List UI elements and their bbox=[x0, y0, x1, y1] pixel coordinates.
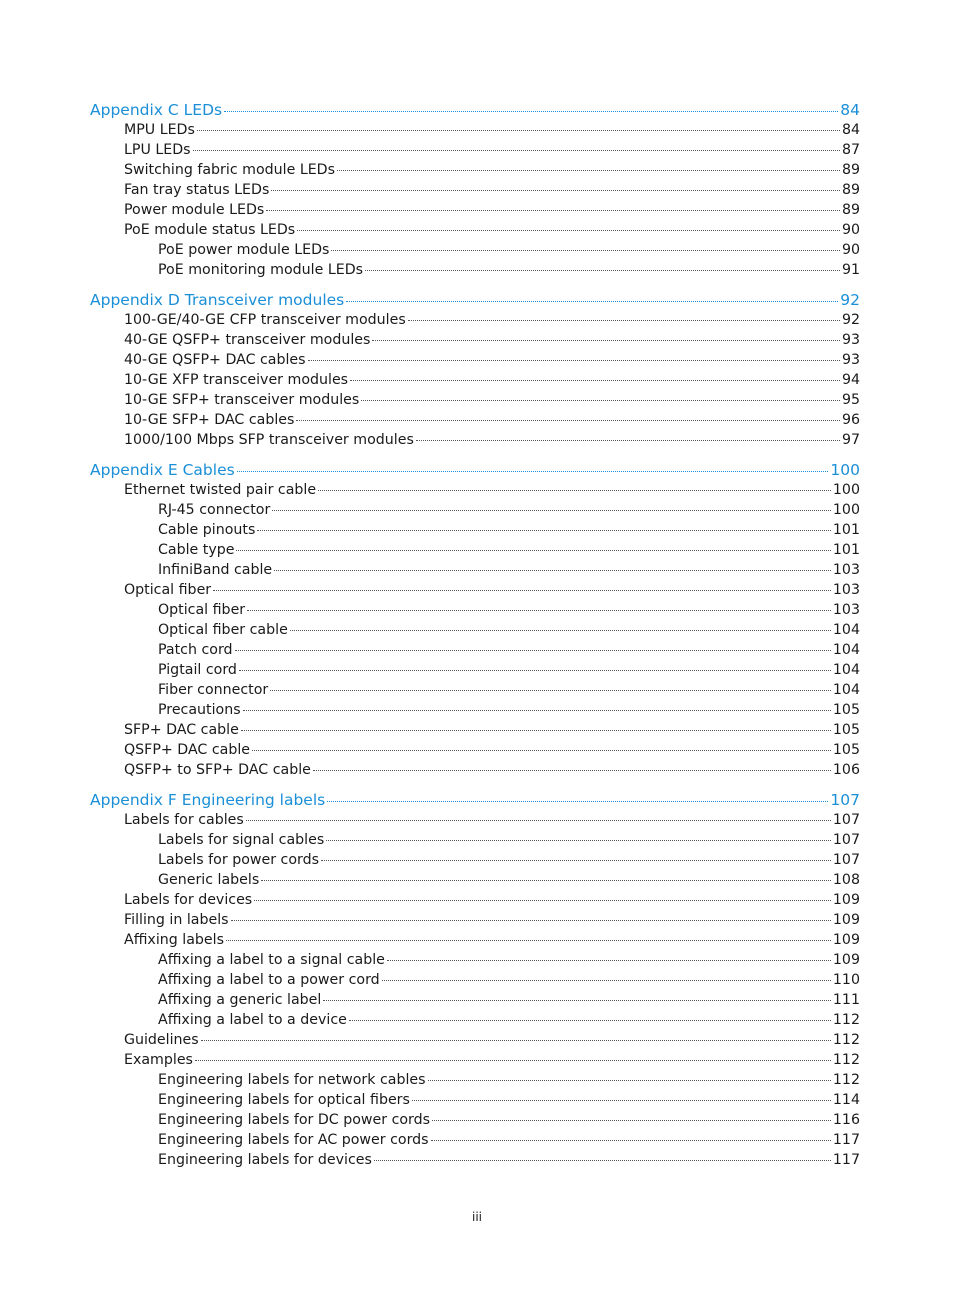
toc-page-number: 109 bbox=[832, 952, 860, 968]
dot-leader bbox=[272, 509, 831, 511]
dot-leader bbox=[346, 300, 838, 302]
toc-page-number: 106 bbox=[832, 762, 860, 778]
toc-page-number: 105 bbox=[832, 702, 860, 718]
toc-page-number: 101 bbox=[832, 542, 860, 558]
dot-leader bbox=[408, 319, 840, 321]
toc-entry-link[interactable] bbox=[90, 680, 860, 700]
toc-entry-link[interactable] bbox=[90, 390, 860, 410]
toc-entry-title: Precautions bbox=[158, 702, 241, 718]
toc-entry-link[interactable] bbox=[90, 850, 860, 870]
toc-page-number: 108 bbox=[832, 872, 860, 888]
toc-entry-link[interactable] bbox=[90, 180, 860, 200]
toc-entry-title: LPU LEDs bbox=[124, 142, 191, 158]
toc-entry-link[interactable] bbox=[90, 1050, 860, 1070]
toc-entry-title: Engineering labels for devices bbox=[158, 1152, 372, 1168]
toc-page-number: 112 bbox=[832, 1052, 860, 1068]
dot-leader bbox=[274, 569, 831, 571]
dot-leader bbox=[237, 470, 829, 472]
dot-leader bbox=[193, 149, 840, 151]
toc-entry-link[interactable] bbox=[90, 1110, 860, 1130]
toc-entry-title: 100-GE/40-GE CFP transceiver modules bbox=[124, 312, 406, 328]
toc-entry-link[interactable] bbox=[90, 560, 860, 580]
toc-entry-title: Patch cord bbox=[158, 642, 233, 658]
toc-page-number: 107 bbox=[832, 852, 860, 868]
dot-leader bbox=[349, 1019, 831, 1021]
toc-entry-title: RJ-45 connector bbox=[158, 502, 271, 518]
toc-entry-title: Affixing a label to a device bbox=[158, 1012, 347, 1028]
dot-leader bbox=[226, 939, 831, 941]
toc-entry-link[interactable] bbox=[90, 1030, 860, 1050]
dot-leader bbox=[195, 1059, 831, 1061]
dot-leader bbox=[327, 800, 828, 802]
toc-entry-link[interactable] bbox=[90, 520, 860, 540]
toc-page-number: 89 bbox=[841, 162, 860, 178]
toc-page-number: 95 bbox=[841, 392, 860, 408]
dot-leader bbox=[296, 419, 840, 421]
toc-entry-title: Appendix E Cables bbox=[90, 461, 235, 479]
toc-entry-title: Fiber connector bbox=[158, 682, 269, 698]
toc-entry-title: Engineering labels for DC power cords bbox=[158, 1112, 431, 1128]
toc-entry-link[interactable] bbox=[90, 660, 860, 680]
toc-entry-title: Labels for cables bbox=[124, 812, 244, 828]
toc-entry-link[interactable] bbox=[90, 910, 860, 930]
toc-page-number: 107 bbox=[832, 832, 860, 848]
toc-page-number: 116 bbox=[832, 1112, 860, 1128]
toc-page-number: 90 bbox=[841, 242, 860, 258]
dot-leader bbox=[308, 359, 840, 361]
toc-page-number: 96 bbox=[841, 412, 860, 428]
dot-leader bbox=[331, 249, 840, 251]
dot-leader bbox=[326, 839, 831, 841]
dot-leader bbox=[387, 959, 831, 961]
toc-entry-title: Affixing a generic label bbox=[158, 992, 322, 1008]
dot-leader bbox=[318, 489, 831, 491]
toc-page-number: 94 bbox=[841, 372, 860, 388]
dot-leader bbox=[197, 129, 840, 131]
toc-entry-title: Examples bbox=[124, 1052, 193, 1068]
toc-page-number: 103 bbox=[832, 602, 860, 618]
toc-entry-link[interactable] bbox=[90, 350, 860, 370]
table-of-contents bbox=[90, 100, 860, 1170]
dot-leader bbox=[241, 729, 831, 731]
toc-entry-link[interactable] bbox=[90, 950, 860, 970]
toc-entry-title: Affixing a label to a power cord bbox=[158, 972, 380, 988]
toc-page-number: 104 bbox=[832, 622, 860, 638]
toc-entry-link[interactable] bbox=[90, 160, 860, 180]
toc-entry-link[interactable] bbox=[90, 720, 860, 740]
toc-page-number: 111 bbox=[832, 992, 860, 1008]
dot-leader bbox=[297, 229, 840, 231]
toc-entry-link[interactable] bbox=[90, 700, 860, 720]
toc-entry-link[interactable] bbox=[90, 870, 860, 890]
toc-entry-title: Optical fiber bbox=[158, 602, 246, 618]
toc-entry-title: QSFP+ to SFP+ DAC cable bbox=[124, 762, 311, 778]
toc-entry-title: Fan tray status LEDs bbox=[124, 182, 270, 198]
dot-leader bbox=[261, 879, 831, 881]
toc-page-number: 105 bbox=[832, 742, 860, 758]
toc-entry-link[interactable] bbox=[90, 310, 860, 330]
toc-page-number: 117 bbox=[832, 1132, 860, 1148]
toc-entry-title: 40-GE QSFP+ DAC cables bbox=[124, 352, 306, 368]
dot-leader bbox=[313, 769, 831, 771]
toc-entry-title: Filling in labels bbox=[124, 912, 229, 928]
toc-entry-title: Labels for devices bbox=[124, 892, 253, 908]
toc-entry-title: Appendix F Engineering labels bbox=[90, 791, 326, 809]
toc-entry-title: Cable pinouts bbox=[158, 522, 256, 538]
toc-page-number: 112 bbox=[832, 1072, 860, 1088]
toc-entry-link[interactable] bbox=[90, 260, 860, 280]
toc-page-number: 90 bbox=[841, 222, 860, 238]
dot-leader bbox=[231, 919, 831, 921]
toc-entry-link[interactable] bbox=[90, 220, 860, 240]
toc-page-number: 100 bbox=[832, 482, 860, 498]
toc-entry-link[interactable] bbox=[90, 810, 860, 830]
dot-leader bbox=[224, 110, 838, 112]
toc-entry-title: PoE monitoring module LEDs bbox=[158, 262, 364, 278]
toc-page-number: 109 bbox=[832, 892, 860, 908]
toc-entry-link[interactable] bbox=[90, 970, 860, 990]
toc-entry-title: 10-GE SFP+ transceiver modules bbox=[124, 392, 360, 408]
dot-leader bbox=[236, 549, 830, 551]
toc-page-number: 103 bbox=[832, 562, 860, 578]
toc-section-link[interactable] bbox=[90, 460, 860, 480]
toc-page-number: 112 bbox=[832, 1012, 860, 1028]
toc-entry-title: QSFP+ DAC cable bbox=[124, 742, 251, 758]
toc-page-number: 100 bbox=[832, 502, 860, 518]
dot-leader bbox=[374, 1159, 831, 1161]
dot-leader bbox=[213, 589, 831, 591]
dot-leader bbox=[350, 379, 840, 381]
toc-page-number: 107 bbox=[832, 812, 860, 828]
toc-entry-link[interactable] bbox=[90, 480, 860, 500]
dot-leader bbox=[266, 209, 840, 211]
toc-entry-link[interactable] bbox=[90, 430, 860, 450]
toc-entry-title: InfiniBand cable bbox=[158, 562, 273, 578]
dot-leader bbox=[323, 999, 831, 1001]
toc-entry-link[interactable] bbox=[90, 140, 860, 160]
toc-entry-title: Guidelines bbox=[124, 1032, 199, 1048]
toc-page-number: 104 bbox=[832, 662, 860, 678]
toc-entry-link[interactable] bbox=[90, 540, 860, 560]
dot-leader bbox=[428, 1079, 831, 1081]
page-number: iii bbox=[471, 1210, 482, 1224]
dot-leader bbox=[271, 189, 840, 191]
dot-leader bbox=[246, 819, 831, 821]
toc-page-number: 109 bbox=[832, 912, 860, 928]
toc-entry-link[interactable] bbox=[90, 640, 860, 660]
toc-entry-title: Cable type bbox=[158, 542, 235, 558]
toc-page-number: 103 bbox=[832, 582, 860, 598]
toc-page-number: 117 bbox=[832, 1152, 860, 1168]
toc-entry-link[interactable] bbox=[90, 1130, 860, 1150]
toc-entry-title: Appendix D Transceiver modules bbox=[90, 291, 345, 309]
toc-entry-title: Optical fiber cable bbox=[158, 622, 288, 638]
toc-page-number: 89 bbox=[841, 202, 860, 218]
toc-entry-link[interactable] bbox=[90, 890, 860, 910]
toc-page-number: 110 bbox=[832, 972, 860, 988]
toc-page-number: 92 bbox=[840, 291, 860, 309]
toc-page-number: 105 bbox=[832, 722, 860, 738]
toc-entry-title: 10-GE SFP+ DAC cables bbox=[124, 412, 295, 428]
toc-entry-title: Pigtail cord bbox=[158, 662, 237, 678]
toc-page-number: 104 bbox=[832, 642, 860, 658]
toc-entry-link[interactable] bbox=[90, 240, 860, 260]
toc-entry-link[interactable] bbox=[90, 1070, 860, 1090]
toc-page-number: 101 bbox=[832, 522, 860, 538]
toc-entry-link[interactable] bbox=[90, 600, 860, 620]
toc-entry-link[interactable] bbox=[90, 500, 860, 520]
toc-entry-title: Labels for signal cables bbox=[158, 832, 325, 848]
toc-page-number: 112 bbox=[832, 1032, 860, 1048]
toc-entry-link[interactable] bbox=[90, 830, 860, 850]
toc-section-link[interactable] bbox=[90, 790, 860, 810]
toc-entry-link[interactable] bbox=[90, 370, 860, 390]
toc-entry-link[interactable] bbox=[90, 1090, 860, 1110]
dot-leader bbox=[321, 859, 831, 861]
toc-entry-title: 10-GE XFP transceiver modules bbox=[124, 372, 349, 388]
toc-entry-title: MPU LEDs bbox=[124, 122, 195, 138]
dot-leader bbox=[252, 749, 831, 751]
toc-entry-title: Generic labels bbox=[158, 872, 260, 888]
toc-entry-title: Optical fiber bbox=[124, 582, 212, 598]
dot-leader bbox=[243, 709, 831, 711]
toc-page-number: 91 bbox=[841, 262, 860, 278]
dot-leader bbox=[416, 439, 840, 441]
dot-leader bbox=[235, 649, 831, 651]
toc-entry-link[interactable] bbox=[90, 120, 860, 140]
toc-entry-link[interactable] bbox=[90, 1010, 860, 1030]
toc-page-number: 107 bbox=[830, 791, 860, 809]
toc-entry-title: Engineering labels for AC power cords bbox=[158, 1132, 429, 1148]
dot-leader bbox=[412, 1099, 831, 1101]
toc-entry-title: PoE power module LEDs bbox=[158, 242, 330, 258]
dot-leader bbox=[372, 339, 840, 341]
dot-leader bbox=[254, 899, 831, 901]
dot-leader bbox=[365, 269, 840, 271]
dot-leader bbox=[432, 1119, 831, 1121]
toc-entry-link[interactable] bbox=[90, 200, 860, 220]
toc-page-number: 109 bbox=[832, 932, 860, 948]
toc-entry-title: 1000/100 Mbps SFP transceiver modules bbox=[124, 432, 414, 448]
toc-entry-link[interactable] bbox=[90, 330, 860, 350]
dot-leader bbox=[201, 1039, 831, 1041]
toc-entry-title: Engineering labels for optical fibers bbox=[158, 1092, 410, 1108]
toc-entry-title: Affixing a label to a signal cable bbox=[158, 952, 385, 968]
toc-page-number: 87 bbox=[841, 142, 860, 158]
dot-leader bbox=[431, 1139, 831, 1141]
toc-page-number: 84 bbox=[840, 101, 860, 119]
toc-entry-title: PoE module status LEDs bbox=[124, 222, 296, 238]
toc-entry-link[interactable] bbox=[90, 990, 860, 1010]
toc-page-number: 97 bbox=[841, 432, 860, 448]
toc-page-number: 93 bbox=[841, 352, 860, 368]
toc-entry-link[interactable] bbox=[90, 620, 860, 640]
dot-leader bbox=[382, 979, 831, 981]
toc-page-number: 92 bbox=[841, 312, 860, 328]
toc-entry-link[interactable] bbox=[90, 410, 860, 430]
toc-section-link[interactable] bbox=[90, 100, 860, 120]
dot-leader bbox=[270, 689, 831, 691]
toc-entry-title: Appendix C LEDs bbox=[90, 101, 223, 119]
toc-page-number: 84 bbox=[841, 122, 860, 138]
toc-entry-link[interactable] bbox=[90, 930, 860, 950]
toc-page-number: 100 bbox=[830, 461, 860, 479]
toc-entry-title: Labels for power cords bbox=[158, 852, 320, 868]
toc-entry-link[interactable] bbox=[90, 580, 860, 600]
dot-leader bbox=[290, 629, 831, 631]
toc-entry-title: Engineering labels for network cables bbox=[158, 1072, 426, 1088]
toc-entry-link[interactable] bbox=[90, 1150, 860, 1170]
dot-leader bbox=[361, 399, 840, 401]
toc-entry-title: Ethernet twisted pair cable bbox=[124, 482, 317, 498]
dot-leader bbox=[257, 529, 831, 531]
toc-entry-title: Power module LEDs bbox=[124, 202, 265, 218]
toc-page-number: 104 bbox=[832, 682, 860, 698]
toc-section-link[interactable] bbox=[90, 290, 860, 310]
toc-entry-title: Affixing labels bbox=[124, 932, 224, 948]
toc-page-number: 114 bbox=[832, 1092, 860, 1108]
dot-leader bbox=[247, 609, 831, 611]
toc-entry-title: 40-GE QSFP+ transceiver modules bbox=[124, 332, 371, 348]
dot-leader bbox=[239, 669, 831, 671]
toc-entry-title: SFP+ DAC cable bbox=[124, 722, 239, 738]
toc-entry-link[interactable] bbox=[90, 760, 860, 780]
toc-entry-title: Switching fabric module LEDs bbox=[124, 162, 335, 178]
dot-leader bbox=[337, 169, 840, 171]
toc-page-number: 89 bbox=[841, 182, 860, 198]
toc-entry-link[interactable] bbox=[90, 740, 860, 760]
toc-page-number: 93 bbox=[841, 332, 860, 348]
